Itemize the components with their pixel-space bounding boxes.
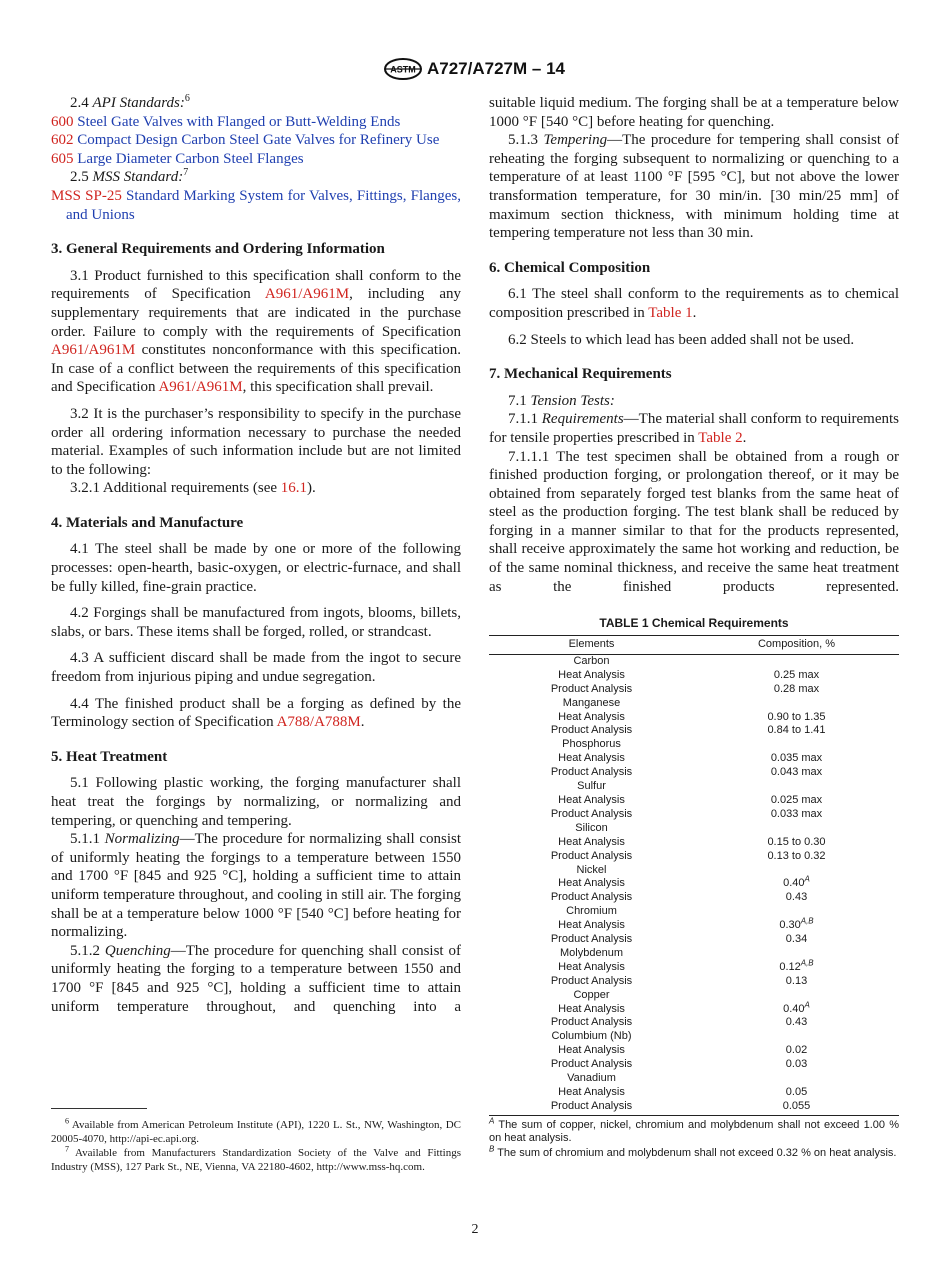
table-row [489,1072,899,1086]
table-row [489,850,899,864]
composition-cell [694,1044,899,1058]
logo-text: ASTM [390,64,416,75]
composition-value: 0.02 [785,1044,808,1057]
table-header-row [489,636,899,655]
table-row [489,697,899,711]
section-6-heading: 6. Chemical Composition [489,259,651,276]
composition-value: 0.40 [783,1002,805,1015]
element-cell: Sulfur [577,780,606,793]
element-cell: Product Analysis [550,807,633,820]
table-row [489,905,899,919]
para-3-2: 3.2 It is the purchaser’s responsibility to specify in the purchase order all ordering information necessary to purchase the needed material. Examples of such information include but are not limited to the following: [51,405,461,478]
api-600-ref[interactable]: 600 Steel Gate Valves with Flanged or Butt-Welding Ends [51,113,401,130]
table-row [489,1100,899,1115]
para-3-2-1: 3.2.1 Additional requirements (see 16.1). [70,480,316,497]
element-cell: Product Analysis [489,1100,694,1115]
element-cell: Copper [573,988,610,1001]
composition-cell [694,724,899,738]
element-cell: Vanadium [567,1072,616,1085]
composition-cell [694,874,899,891]
section-2-4: 2.4 API Standards:$^6$ [70,93,190,111]
table-row [489,752,899,766]
composition-value: 0.43 [785,891,808,904]
element-cell: Heat Analysis [558,960,625,973]
element-cell: Nickel [576,863,607,876]
api-602-ref[interactable]: 602 Compact Design Carbon Steel Gate Valves for Refinery Use [51,132,440,149]
link-table-2[interactable]: Table 2 [698,429,743,446]
composition-cell [694,711,899,725]
para-4-4: 4.4 The finished product shall be a forging as defined by the Terminology section of Specification A788/A788M. [51,695,461,731]
composition-cell [694,975,899,989]
element-cell: Product Analysis [550,724,633,737]
api-605-ref[interactable]: 605 Large Diameter Carbon Steel Flanges [51,150,304,167]
composition-cell [694,850,899,864]
composition-value: 0.05 [785,1086,808,1098]
table-row [489,836,899,850]
composition-value: 0.025 max [770,793,823,806]
composition-cell [694,989,899,1003]
element-cell: Product Analysis [550,682,633,695]
col-header-elements: Elements [489,636,694,655]
composition-value: 0.28 max [773,682,820,695]
table-row [489,975,899,989]
composition-value: 0.13 [785,974,808,987]
table-row [489,947,899,961]
footnote-7: $^7$ Available from Manufacturers Standardization Society of the Valve and Fittings Industry (MSS), 127 Park St., NE, Vienna, VA 22180-4602, http://www.mss-hq.com. [51,1144,461,1173]
composition-cell [694,738,899,752]
table-row [489,1086,899,1100]
table-row [489,669,899,683]
composition-cell [694,1100,899,1115]
para-4-3: 4.3 A sufficient discard shall be made from the ingot to secure freedom from injurious piping and undue segregation. [51,650,461,686]
para-5-1-3: 5.1.3 Tempering—The procedure for tempering shall consist of reheating the forging subsequent to normalizing or quenching to a temperature of at least 1100 °F [595 °C], but not above the lower transformation temperature, for 30 min/in. [30 min/25 mm] of maximum section thickness, with minimum holding time at tempering temperature not less than 30 min. [489,132,899,242]
table-row [489,1003,899,1017]
para-3-1: 3.1 Product furnished to this specification shall conform to the requirements of Specification A961/A961M, including any supplementary requirements that are indicated in the purchase order. Failure to comply with the requirements of Specification A961/A961M constitutes nonconformance with this specification. In case of a conflict between the requirements of this specification and Specification A961/A961M, this specification shall prevail. [51,267,462,396]
element-cell: Heat Analysis [558,668,625,681]
composition-cell [694,947,899,961]
composition-cell [694,1016,899,1030]
table-row [489,891,899,905]
table-row [489,808,899,822]
composition-note-mark: A [804,874,810,884]
composition-value: 0.055 [782,1099,811,1112]
composition-cell [694,822,899,836]
para-5-1-1: 5.1.1 Normalizing—The procedure for normalizing shall consist of uniformly heating the forgings to a temperature between 1550 and 1700 °F [845 and 925 °C], holding a sufficient time to attain uniform temperature throughout, and cooling in still air. The forging shall be at a temperature below 1000 °F [540 °C] before heating for normalizing. [51,831,461,941]
composition-cell [694,766,899,780]
composition-value: 0.12 [779,960,801,973]
composition-value: 0.40 [783,877,805,890]
link-a961-3[interactable]: A961/A961M [158,379,243,396]
table-row [489,933,899,947]
composition-value: 0.84 to 1.41 [767,724,826,737]
element-cell: Silicon [575,821,608,834]
composition-cell [694,916,899,933]
table-row [489,864,899,878]
para-7-1-1: 7.1.1 Requirements—The material shall conform to requirements for tensile properties prescribed in Table 2. [489,411,899,446]
element-cell: Heat Analysis [558,710,625,723]
table-row [489,794,899,808]
link-table-1[interactable]: Table 1 [648,304,693,321]
document-designation: A727/A727M – 14 [427,59,565,78]
composition-value: 0.34 [785,933,808,946]
table-body [489,654,899,1115]
composition-cell [694,1058,899,1072]
footnote-6: $^6$ Available from American Petroleum Institute (API), 1220 L. St., NW, Washington, DC 20005-4070, http://api-ec.api.org. [51,1116,461,1145]
element-cell: Heat Analysis [558,877,625,890]
element-cell: Heat Analysis [558,793,625,806]
composition-cell [694,1030,899,1044]
composition-cell [694,683,899,697]
col-header-composition: Composition, % [694,636,899,655]
composition-cell [694,808,899,822]
element-cell: Columbium (Nb) [551,1030,632,1043]
element-cell: Heat Analysis [558,752,625,765]
right-column [489,94,899,596]
table-row [489,724,899,738]
mss-sp25-ref[interactable]: MSS SP-25 Standard Marking System for Valves, Fittings, Flanges, and Unions [51,187,462,223]
composition-value: 0.90 to 1.35 [767,710,826,723]
para-4-1: 4.1 The steel shall be made by one or more of the following processes: open-hearth, basic-oxygen, or electric-furnace, and shall be fully killed, fine-grain practice. [51,541,461,595]
table-grid [489,635,899,1116]
element-cell: Carbon [573,654,610,667]
element-cell: Product Analysis [550,933,633,946]
composition-cell [694,780,899,794]
element-cell: Heat Analysis [558,1002,625,1015]
composition-cell [694,794,899,808]
section-3-heading: 3. General Requirements and Ordering Information [51,241,385,258]
table-row [489,1030,899,1044]
section-7-heading: 7. Mechanical Requirements [489,366,672,383]
table-caption: TABLE 1 Chemical Requirements [599,616,789,630]
left-column [51,94,461,1016]
table-row [489,919,899,933]
composition-cell [694,697,899,711]
composition-cell [694,891,899,905]
section-4-heading: 4. Materials and Manufacture [51,514,244,531]
composition-cell [694,752,899,766]
section-2-5: 2.5 MSS Standard:$^7$ [70,167,189,186]
footnote-rule [51,1108,147,1109]
element-cell: Product Analysis [550,849,633,862]
composition-cell [694,933,899,947]
composition-note-mark: A,B [800,916,814,926]
element-cell: Product Analysis [550,891,633,904]
link-a961-2[interactable]: A961/A961M [51,342,136,359]
composition-cell [694,864,899,878]
link-a961-1[interactable]: A961/A961M [264,286,350,303]
composition-value: 0.15 to 0.30 [767,835,826,848]
para-5-1-2-cont: suitable liquid medium. The forging shall be at a temperature below 1000 °F [540 °C] before heating for quenching. [489,95,899,130]
chemical-requirements-table [489,615,899,1161]
para-6-2: 6.2 Steels to which lead has been added shall not be used. [508,331,855,348]
para-5-1-2: 5.1.2 Quenching—The procedure for quenching shall consist of uniformly heating the forging to a temperature between 1550 and 1700 °F [845 and 925 °C], holding a sufficient time to attain uniform temperature throughout, and quenching into a [51,942,462,1015]
element-cell: Manganese [562,696,621,709]
element-cell: Chromium [566,905,617,918]
element-cell: Product Analysis [550,974,633,987]
table-row [489,822,899,836]
composition-value: 0.25 max [773,668,820,681]
composition-value: 0.13 to 0.32 [767,849,826,862]
table-row [489,766,899,780]
para-6-1: 6.1 The steel shall conform to the requirements as to chemical composition prescribed in Table 1. [489,286,899,321]
table-note-a: $^A$ The sum of copper, nickel, chromium and molybdenum shall not exceed 1.00 % on heat analysis. [489,1116,899,1145]
table-notes [489,1116,899,1160]
element-cell: Product Analysis [550,1016,633,1029]
element-cell: Heat Analysis [558,1086,625,1098]
para-4-2: 4.2 Forgings shall be manufactured from ingots, blooms, billets, slabs, or bars. These items shall be forged, rolled, or strandcast. [51,605,461,640]
para-7-1: 7.1 Tension Tests: [508,392,615,409]
section-5-heading: 5. Heat Treatment [51,748,168,765]
page-header [0,58,950,82]
table-row [489,1044,899,1058]
table-note-b: $^B$ The sum of chromium and molybdenum shall not exceed 0.32 % on heat analysis. [489,1143,897,1159]
element-cell: Product Analysis [550,766,633,779]
element-cell: Heat Analysis [558,1044,625,1057]
composition-value: 0.035 max [770,752,823,765]
composition-cell [694,836,899,850]
composition-note-mark: A,B [800,958,814,968]
table-row [489,654,899,668]
link-a788[interactable]: A788/A788M [276,714,361,731]
composition-value: 0.43 [785,1016,808,1029]
element-cell: Heat Analysis [558,835,625,848]
composition-cell [694,669,899,683]
table-row [489,1058,899,1072]
composition-cell [694,1086,899,1100]
table-row [489,1016,899,1030]
element-cell: Phosphorus [562,738,621,751]
table-row [489,877,899,891]
composition-cell [694,905,899,919]
link-16-1[interactable]: 16.1 [280,480,308,497]
table-row [489,989,899,1003]
table-row [489,711,899,725]
composition-note-mark: A [804,999,810,1009]
para-7-1-1-1: 7.1.1.1 The test specimen shall be obtained from a rough or finished production forging, or prolongation thereof, or it may be obtained from separately forged test blanks from the same heat of steel as the production forging. The test blank shall be reduced by forging in a manner similar to that for the products represented, shall receive approximately the same hot working and reduction, be of the same nominal thickness, and receive the same heat treatment as the finished products represented. [489,448,899,595]
composition-value: 0.033 max [770,807,823,820]
composition-cell [694,1072,899,1086]
table-row [489,738,899,752]
composition-cell [694,654,899,668]
footnotes [51,1118,461,1174]
element-cell: Molybdenum [560,946,623,959]
composition-value: 0.043 max [770,766,823,779]
composition-cell [694,958,899,975]
table-row [489,780,899,794]
composition-cell [694,999,899,1017]
element-cell: Product Analysis [550,1058,633,1071]
astm-logo-icon [381,58,425,80]
table-row [489,683,899,697]
table-row [489,961,899,975]
element-cell: Heat Analysis [558,919,625,932]
composition-value: 0.30 [779,919,801,932]
composition-value: 0.03 [785,1058,808,1071]
page-number: 2 [471,1222,479,1237]
para-5-1: 5.1 Following plastic working, the forging manufacturer shall heat treat the forgings by normalizing, or normalizing and tempering, or quenching and tempering. [51,775,461,829]
